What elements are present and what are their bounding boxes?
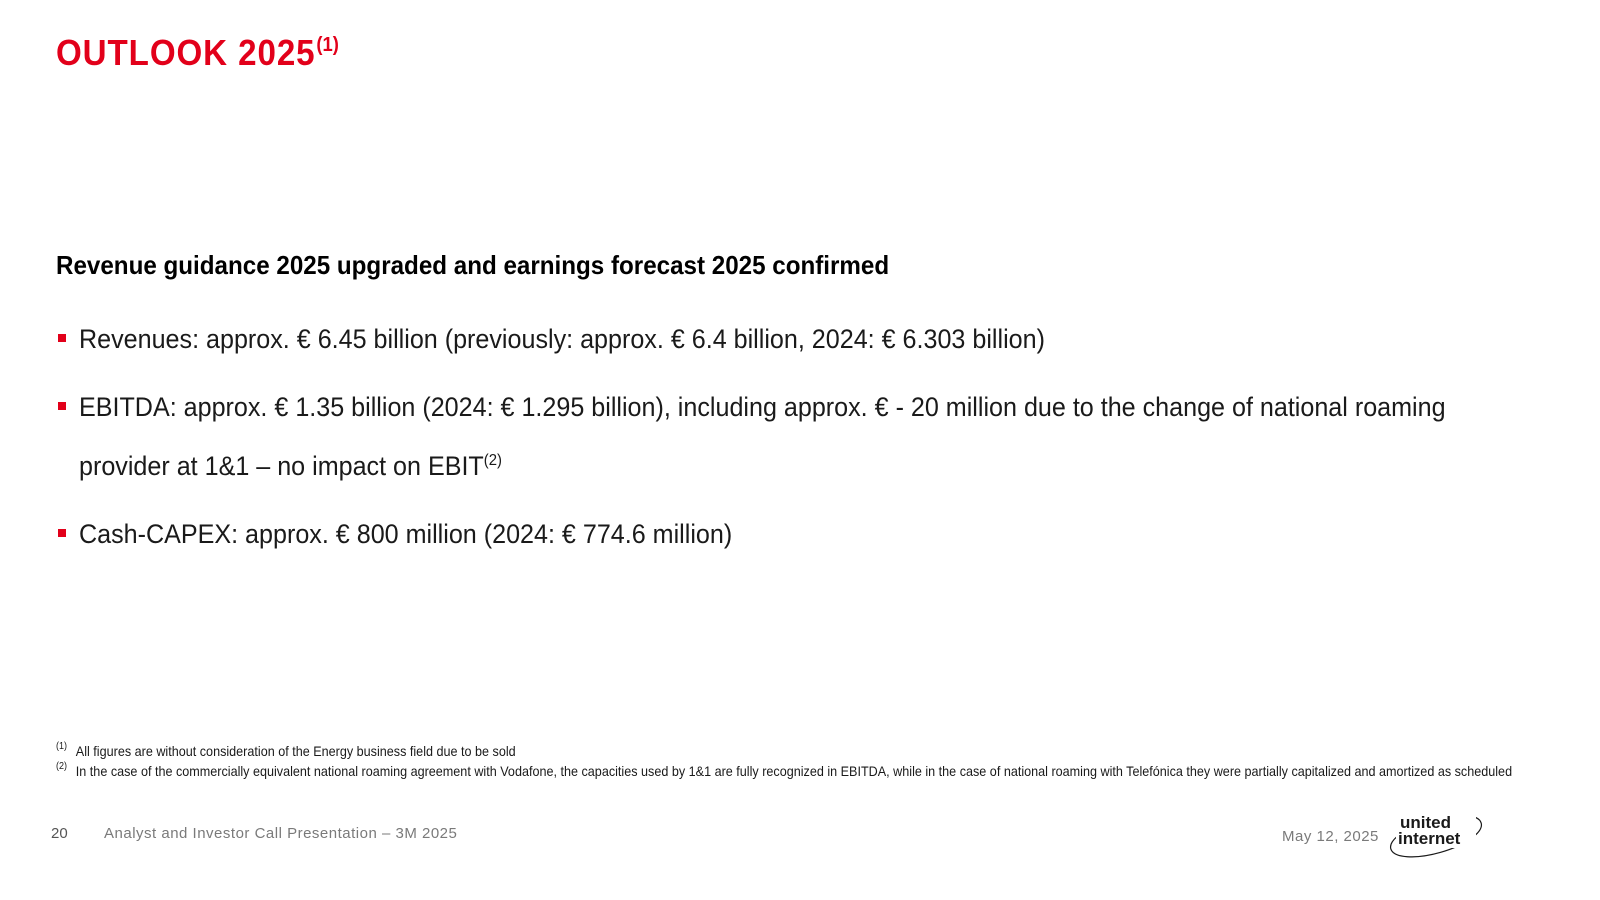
page-title-text: OUTLOOK 2025: [56, 32, 316, 73]
page-number: 20: [51, 825, 68, 842]
bullet-ebitda: [56, 380, 1546, 493]
footnote-2: [56, 761, 1552, 781]
section-subtitle: Revenue guidance 2025 upgraded and earnings forecast 2025 confirmed: [56, 250, 890, 280]
bullet-revenues: [56, 312, 1546, 366]
bullet-text: [79, 380, 1493, 493]
united-internet-logo: [1386, 806, 1496, 862]
footnote-mark: (2): [56, 761, 68, 772]
footnote-text: All figures are without consideration of the Energy business field due to be sold: [75, 743, 516, 759]
bullet-text-body: EBITDA: approx. € 1.35 billion (2024: € 1.295 billion), including approx. € - 20 million due to the change of national roaming provider at 1&1 – no impact on EBIT: [79, 392, 1446, 481]
footer-presentation-title: Analyst and Investor Call Presentation – 3M 2025: [104, 825, 458, 842]
bullet-text: [79, 507, 1493, 561]
bullet-cash-capex: [56, 507, 1546, 561]
bullet-text-body: Revenues: approx. € 6.45 billion (previously: approx. € 6.4 billion, 2024: € 6.303 billion): [79, 324, 1045, 354]
bullet-square-icon: [58, 402, 66, 410]
bullet-list: [56, 312, 1546, 575]
bullet-square-icon: [58, 334, 66, 342]
footnote-1: [56, 741, 1552, 761]
title-footnote-ref: (1): [316, 34, 339, 56]
footnote-text: In the case of the commercially equivalent national roaming agreement with Vodafone, the capacities used by 1&1 are fully recognized in EBITDA, while in the case of national roaming with Telefónica they were partially capitalized and amortized as scheduled: [75, 763, 1513, 779]
footnote-mark: (1): [56, 741, 68, 752]
logo-line-2: internet: [1398, 829, 1461, 848]
page-title: [56, 32, 339, 74]
logo-line-1: united: [1400, 813, 1451, 832]
bullet-text: [79, 312, 1493, 366]
bullet-square-icon: [58, 529, 66, 537]
footer-date: May 12, 2025: [1282, 828, 1379, 845]
footnote-ref: (2): [483, 452, 502, 469]
bullet-text-body: Cash-CAPEX: approx. € 800 million (2024: € 774.6 million): [79, 519, 733, 549]
footnotes: [56, 741, 1556, 781]
